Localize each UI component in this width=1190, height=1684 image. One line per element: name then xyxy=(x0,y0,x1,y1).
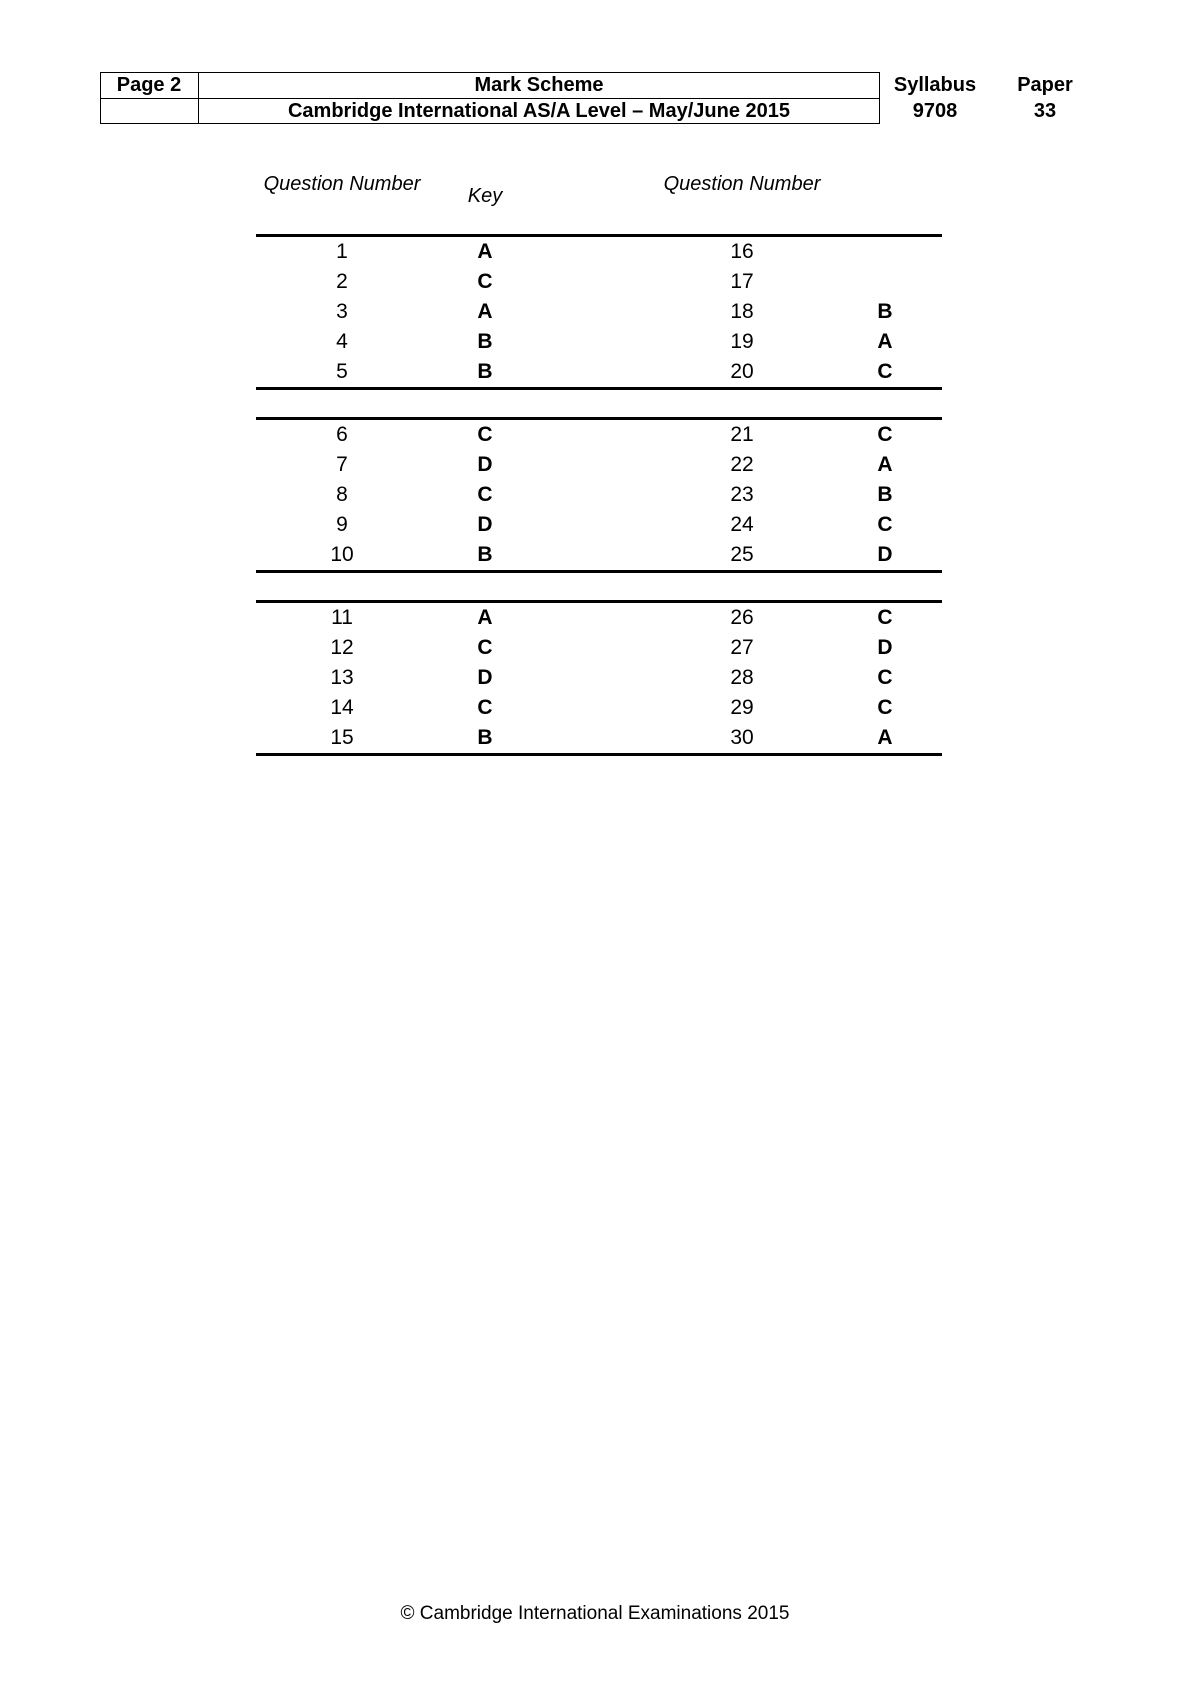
table-row xyxy=(256,540,942,570)
table-row xyxy=(256,633,942,663)
answer-key-left: A xyxy=(477,606,493,629)
question-number-left: 14 xyxy=(330,696,354,719)
group-spacer xyxy=(256,390,942,417)
table-row xyxy=(256,237,942,267)
table-row xyxy=(256,480,942,510)
table-header xyxy=(256,170,942,234)
question-number-right: 27 xyxy=(730,636,754,659)
paper-label: Paper xyxy=(1017,74,1073,96)
table-row xyxy=(256,267,942,297)
answer-key-right: B xyxy=(877,483,893,506)
question-number-right: 22 xyxy=(730,453,754,476)
table-body xyxy=(256,234,942,756)
column-header-question-number-left: Question Number xyxy=(263,173,421,195)
group-bottom-rule xyxy=(256,753,942,756)
question-number-left: 13 xyxy=(330,666,354,689)
answer-key-right: C xyxy=(877,606,893,629)
column-header-key: Key xyxy=(467,185,503,207)
syllabus-label: Syllabus xyxy=(893,74,977,96)
table-row xyxy=(256,723,942,753)
question-number-left: 4 xyxy=(336,330,348,353)
answer-key-left: B xyxy=(477,360,493,383)
question-number-right: 26 xyxy=(730,606,754,629)
answer-key-left: C xyxy=(477,423,493,446)
answer-key-left: A xyxy=(477,300,493,323)
question-number-left: 2 xyxy=(336,270,348,293)
copyright-footer: © Cambridge International Examinations 2015 xyxy=(400,1603,790,1624)
answer-key-right: C xyxy=(877,423,893,446)
question-number-left: 8 xyxy=(336,483,348,506)
answer-key-left: B xyxy=(477,330,493,353)
question-number-right: 19 xyxy=(730,330,754,353)
answer-key-left: C xyxy=(477,270,493,293)
paper-value: 33 xyxy=(1033,100,1057,122)
question-number-right: 24 xyxy=(730,513,754,536)
question-number-right: 23 xyxy=(730,483,754,506)
answer-key-right: C xyxy=(877,360,893,383)
table-row xyxy=(256,603,942,633)
question-number-left: 15 xyxy=(330,726,354,749)
table-row xyxy=(256,327,942,357)
answer-key-right: A xyxy=(877,453,893,476)
answer-key-left: D xyxy=(477,453,493,476)
column-header-question-number-right: Question Number xyxy=(663,173,821,195)
answer-key-right: C xyxy=(877,513,893,536)
table-row xyxy=(256,357,942,387)
answer-key-right: D xyxy=(877,543,893,566)
table-row xyxy=(256,510,942,540)
answer-key-table xyxy=(256,170,942,756)
question-number-left: 5 xyxy=(336,360,348,383)
answer-key-left: A xyxy=(477,240,493,263)
question-number-right: 17 xyxy=(730,270,754,293)
question-number-right: 30 xyxy=(730,726,754,749)
answer-key-right: B xyxy=(877,300,893,323)
question-number-right: 29 xyxy=(730,696,754,719)
question-number-left: 12 xyxy=(330,636,354,659)
answer-key-left: B xyxy=(477,726,493,749)
answer-key-right: A xyxy=(877,726,893,749)
answer-key-left: D xyxy=(477,513,493,536)
syllabus-value: 9708 xyxy=(912,100,958,122)
question-number-right: 25 xyxy=(730,543,754,566)
question-number-right: 21 xyxy=(730,423,754,446)
table-row xyxy=(256,663,942,693)
table-row xyxy=(256,450,942,480)
question-number-right: 28 xyxy=(730,666,754,689)
table-row xyxy=(256,693,942,723)
answer-group xyxy=(256,420,942,570)
question-number-left: 10 xyxy=(330,543,354,566)
question-number-left: 6 xyxy=(336,423,348,446)
question-number-right: 16 xyxy=(730,240,754,263)
question-number-right: 18 xyxy=(730,300,754,323)
page-number: Page 2 xyxy=(116,74,182,96)
document-title: Mark Scheme xyxy=(474,74,604,96)
group-spacer xyxy=(256,573,942,600)
answer-key-right: C xyxy=(877,666,893,689)
answer-key-left: B xyxy=(477,543,493,566)
question-number-left: 1 xyxy=(336,240,348,263)
answer-group xyxy=(256,603,942,753)
answer-key-left: D xyxy=(477,666,493,689)
question-number-left: 3 xyxy=(336,300,348,323)
question-number-left: 9 xyxy=(336,513,348,536)
question-number-left: 11 xyxy=(331,606,353,629)
answer-key-right: C xyxy=(877,696,893,719)
answer-key-right: D xyxy=(877,636,893,659)
table-row xyxy=(256,420,942,450)
question-number-left: 7 xyxy=(336,453,348,476)
question-number-right: 20 xyxy=(730,360,754,383)
answer-key-right: A xyxy=(877,330,893,353)
answer-key-left: C xyxy=(477,696,493,719)
answer-key-left: C xyxy=(477,483,493,506)
answer-group xyxy=(256,237,942,387)
table-row xyxy=(256,297,942,327)
answer-key-left: C xyxy=(477,636,493,659)
document-subtitle: Cambridge International AS/A Level – May/June 2015 xyxy=(287,100,790,122)
